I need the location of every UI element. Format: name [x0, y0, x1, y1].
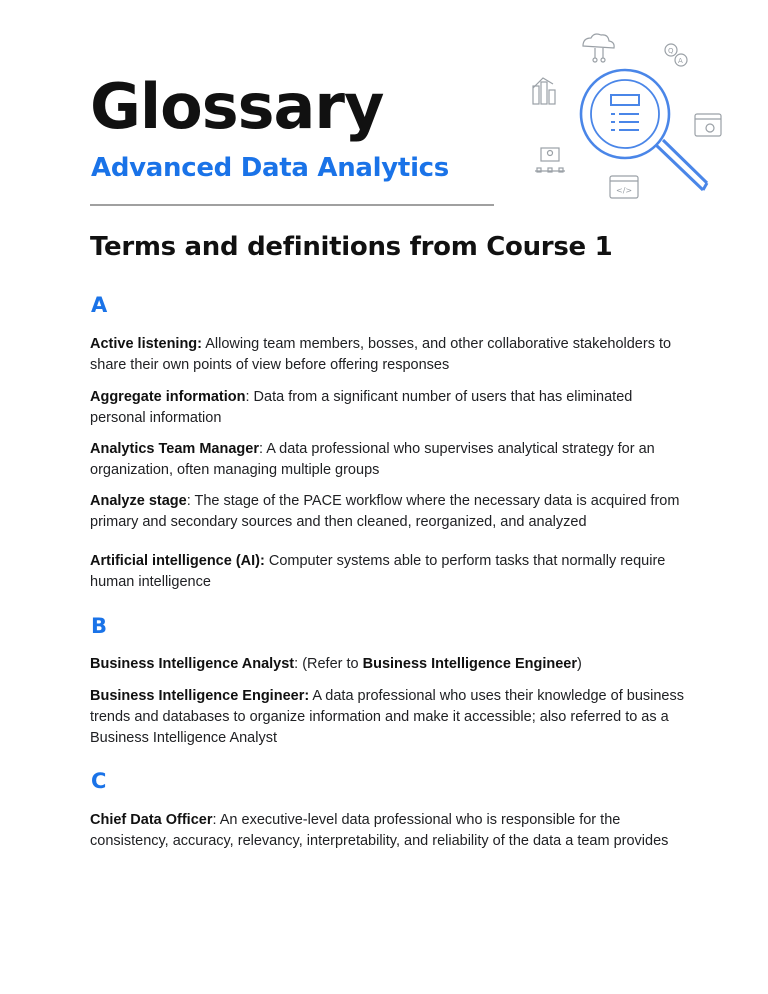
definition: : The stage of the PACE workflow where the necessary data is acquired from primary and secondary sources and then cleaned, reorganized, and analyzed: [90, 493, 680, 530]
code-window-icon: [610, 176, 638, 198]
definition: : A data professional who supervises analytical strategy for an organization, often managing multiple groups: [90, 441, 655, 478]
definition: Allowing team members, bosses, and other collaborative stakeholders to share their own points of view before offering responses: [90, 336, 672, 373]
bar-chart-icon: [533, 78, 555, 104]
letter-heading-a: A: [91, 293, 108, 317]
magnifier-icon: [581, 70, 707, 190]
definition: : Data from a significant number of users that has eliminated personal information: [90, 389, 633, 426]
definition: : An executive-level data professional who is responsible for the consistency, accuracy, relevancy, interpretability, and reliability of the data a team provides: [90, 812, 669, 849]
letter-heading-b: B: [91, 614, 108, 638]
definition: Computer systems able to perform tasks that normally require human intelligence: [90, 553, 666, 590]
glossary-entry-artificial-intelligence: [90, 551, 690, 593]
page-subtitle: Advanced Data Analytics: [91, 153, 449, 183]
term: Chief Data Officer: [90, 812, 213, 828]
magnifier-data-illustration: [525, 28, 730, 203]
letter-heading-c: C: [91, 769, 107, 793]
section-heading: Terms and definitions from Course 1: [90, 232, 613, 262]
term: Aggregate information: [90, 389, 246, 405]
chat-qa-icon: [665, 44, 687, 66]
term: Analyze stage: [90, 493, 187, 509]
glossary-entry-aggregate-information: [90, 387, 690, 429]
svg-text:Q: Q: [668, 47, 674, 55]
glossary-entry-active-listening: [90, 334, 690, 376]
svg-text:</>: </>: [616, 186, 633, 195]
definition: A data professional who uses their knowledge of business trends and databases to organize information and make it accessible; also referred to as a Business Intelligence Analyst: [90, 688, 684, 746]
definition-suffix: ): [576, 656, 582, 672]
term: Artificial intelligence (AI):: [90, 553, 265, 569]
term: Business Intelligence Engineer:: [90, 688, 310, 704]
glossary-entry-analytics-team-manager: [90, 439, 690, 481]
header-divider: [90, 204, 494, 206]
svg-text:A: A: [678, 57, 683, 65]
cloud-network-icon: [583, 34, 614, 62]
page-title: Glossary: [90, 70, 384, 143]
cross-reference-term: Business Intelligence Engineer: [362, 656, 577, 672]
glossary-entry-chief-data-officer: [90, 810, 690, 852]
definition-prefix: : (Refer to: [294, 656, 363, 672]
term: Analytics Team Manager: [90, 441, 259, 457]
term: Active listening:: [90, 336, 202, 352]
term: Business Intelligence Analyst: [90, 656, 295, 672]
glossary-entry-business-intelligence-analyst: [90, 654, 690, 675]
glossary-entry-analyze-stage: [90, 491, 690, 533]
settings-window-icon: [695, 114, 721, 136]
glossary-entry-business-intelligence-engineer: [90, 686, 690, 749]
presentation-icon: [535, 148, 565, 172]
